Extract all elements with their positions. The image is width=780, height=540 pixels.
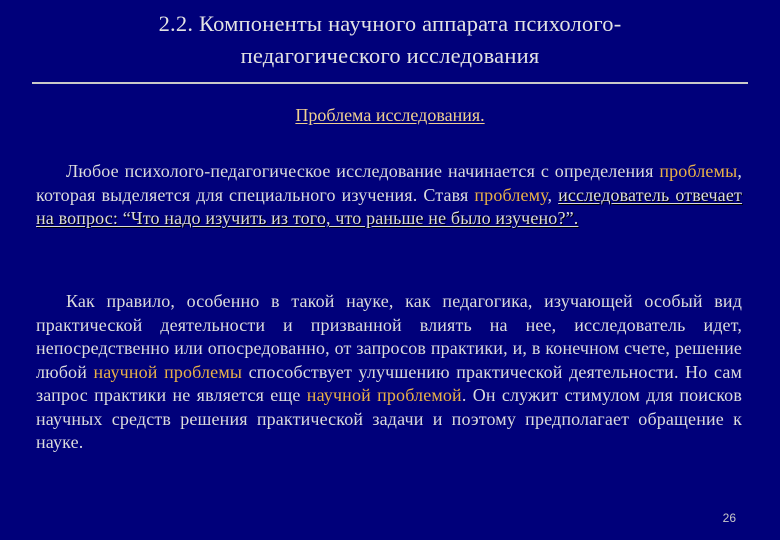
paragraph-1-underlined-question: исследователь отвечает на вопрос: “Что надо изучить из того, что раньше не было изучено?”. <box>36 184 742 228</box>
title-divider <box>32 82 748 84</box>
paragraph-1-text-b: , которая выделяется для специального изучения. Ставя <box>36 161 742 205</box>
paragraph-1-highlight-problem: проблемы <box>659 161 738 181</box>
page-number: 26 <box>722 511 736 525</box>
title-line-1: 2.2. Компоненты научного аппарата психолого- <box>158 11 622 36</box>
paragraph-2-text-c: . Он служит стимулом для поисков научных средств решения практической задачи и поэтому предполагает обращение к науке. <box>36 385 742 452</box>
section-heading <box>0 105 780 126</box>
slide-title <box>30 8 750 72</box>
paragraph-1 <box>36 160 742 231</box>
paragraph-1-text-c: , <box>547 184 559 205</box>
paragraph-2-highlight-scientific-problem-2: научной проблемой <box>306 385 462 405</box>
paragraph-2-text-a: Как правило, особенно в такой науке, как педагогика, изучающей особый вид практической деятельности и призванной влиять на нее, исследователь идет, непосредственно или опосредованно, от запросов практики, и, в конечном счете, решение любой <box>36 291 742 382</box>
paragraph-2 <box>36 290 742 455</box>
paragraph-2-text-b: способствует улучшению практической деятельности. Но сам запрос практики не является еще <box>36 361 742 405</box>
title-line-2: педагогического исследования <box>240 43 540 68</box>
paragraph-1-text-a: Любое психолого-педагогическое исследование начинается с определения <box>66 161 660 181</box>
paragraph-1-highlight-problem-2: проблему <box>474 184 548 205</box>
section-heading-text: Проблема исследования. <box>295 105 485 125</box>
paragraph-2-highlight-scientific-problem: научной проблемы <box>93 361 243 382</box>
